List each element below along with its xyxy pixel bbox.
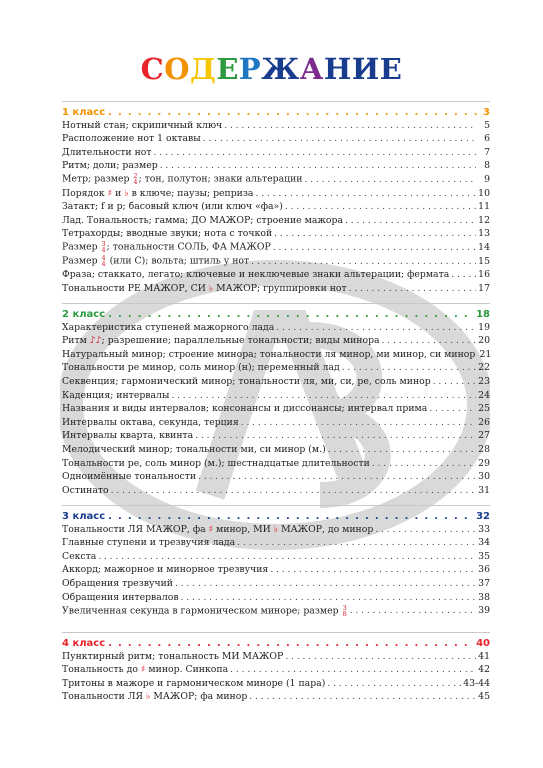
dot-leader — [328, 444, 476, 456]
section-label: 1 класс — [62, 107, 106, 118]
dot-leader — [175, 578, 476, 590]
section-page-number: 32 — [476, 511, 490, 522]
entry-page-number: 17 — [478, 282, 490, 294]
title-letter: И — [351, 52, 380, 86]
entry-text: Тональности ЛЯ МАЖОР, фа — [62, 523, 209, 535]
entry-text: Размер — [62, 255, 101, 267]
entry-title — [62, 160, 160, 172]
music-symbol-icon: ♯ — [107, 187, 113, 199]
dot-leader — [429, 403, 476, 415]
toc-entry[interactable] — [62, 415, 490, 429]
music-symbol-icon: ♯ — [208, 523, 214, 535]
entry-text: МАЖОР, до минор — [278, 523, 374, 535]
entry-title — [62, 120, 224, 132]
section-heading[interactable] — [62, 632, 490, 649]
toc-entry[interactable] — [62, 429, 490, 443]
entry-text: Лад. Тональность; гамма; ДО МАЖОР; строение мажора — [62, 214, 344, 226]
page-title — [0, 52, 543, 86]
entry-title — [62, 430, 195, 442]
time-signature — [133, 173, 137, 185]
entry-page-number: 10 — [478, 187, 490, 199]
toc-entry[interactable] — [62, 254, 490, 268]
entry-text: минор. Синкопа — [145, 664, 229, 676]
dot-leader — [342, 362, 476, 374]
entry-title — [62, 201, 285, 213]
entry-page-number: 31 — [478, 484, 490, 496]
toc-entry[interactable] — [62, 536, 490, 550]
entry-page-number: 16 — [478, 269, 490, 281]
dot-leader — [433, 376, 476, 388]
dot-leader — [108, 107, 480, 118]
entry-text: МАЖОР; группировки нот — [213, 282, 347, 294]
entry-title — [62, 564, 270, 576]
toc-section — [62, 101, 490, 295]
title-letter: Е — [379, 52, 403, 86]
toc-entry[interactable] — [62, 576, 490, 590]
entry-page-number: 22 — [478, 362, 490, 374]
entry-page-number: 21 — [479, 348, 492, 360]
dot-leader — [285, 201, 476, 213]
dot-leader — [108, 309, 473, 320]
section-page-number: 3 — [483, 107, 490, 118]
entry-page-number: 42 — [478, 664, 490, 676]
entry-title — [62, 188, 255, 200]
dot-leader — [195, 430, 476, 442]
toc-entry[interactable] — [62, 347, 490, 361]
dot-leader — [224, 120, 476, 132]
toc-entry[interactable] — [62, 132, 490, 146]
entry-text: Расположение нот 1 октавы — [62, 133, 201, 145]
title-letter: Е — [216, 52, 239, 86]
entry-text: Главные ступени и трезвучия лада — [62, 537, 236, 549]
dot-leader — [198, 471, 476, 483]
entry-title — [62, 537, 237, 549]
entry-title — [62, 215, 345, 227]
entry-page-number: 28 — [478, 443, 490, 455]
entry-text: Метр; размер — [62, 173, 133, 185]
entry-page-number: 36 — [478, 564, 490, 576]
toc-entry[interactable] — [62, 442, 490, 456]
entry-text: Характеристика ступеней мажорного лада — [62, 321, 275, 333]
toc-entry[interactable] — [62, 663, 490, 677]
time-signature — [102, 241, 106, 253]
entry-text: Фраза; стаккато, легато; ключевые и неключевые знаки альтерации; фермата — [62, 269, 450, 281]
entry-title — [62, 417, 241, 429]
entry-title — [62, 578, 175, 590]
toc-entry[interactable] — [62, 320, 490, 334]
entry-text: Тональности ре, соль минор (м.); шестнадцатые длительности — [62, 457, 370, 469]
dot-leader — [249, 691, 476, 703]
entry-text: ; тон, полутон; знаки альтерации — [138, 173, 303, 185]
entry-page-number: 26 — [478, 416, 490, 428]
dot-leader — [251, 256, 476, 268]
time-signature-digit: 3 — [101, 240, 106, 249]
entry-text: Пунктирный ритм; тональность МИ МАЖОР — [62, 650, 284, 662]
entry-text: ; разрешение; параллельные тональности; виды минора — [101, 335, 380, 347]
entry-text: Интервалы октава, секунда, терция — [62, 416, 239, 428]
toc-entry[interactable] — [62, 145, 490, 159]
dot-leader — [375, 524, 476, 536]
entry-page-number: 35 — [478, 550, 490, 562]
entry-page-number: 13 — [478, 228, 490, 240]
time-signature — [102, 255, 106, 267]
entry-title — [62, 322, 276, 334]
title-letter: Н — [323, 52, 352, 86]
entry-page-number: 24 — [478, 389, 490, 401]
time-signature-digit: 4 — [101, 246, 106, 255]
entry-title — [62, 390, 171, 402]
time-signature-digit: 2 — [133, 172, 138, 181]
entry-title — [62, 551, 98, 563]
entry-text: Порядок — [62, 187, 108, 199]
entry-title — [62, 255, 251, 268]
music-symbol-icon: ♭ — [273, 523, 279, 535]
entry-title — [62, 133, 203, 145]
dot-leader — [270, 564, 476, 576]
toc-entry[interactable] — [62, 186, 490, 200]
dot-leader — [274, 228, 476, 240]
entry-text: Одноимённые тональности — [62, 471, 197, 483]
entry-page-number: 23 — [478, 375, 490, 387]
toc-entry[interactable] — [62, 240, 490, 254]
entry-title — [62, 485, 111, 497]
entry-title — [62, 691, 249, 703]
entry-text: Увеличенная секунда в гармоническом миноре; размер — [62, 605, 342, 617]
dot-leader — [230, 664, 476, 676]
entry-page-number: 5 — [484, 119, 490, 131]
dot-leader — [237, 537, 476, 549]
toc-entry[interactable] — [62, 604, 490, 618]
toc-entry[interactable] — [62, 483, 490, 497]
toc-entry[interactable] — [62, 649, 490, 663]
entry-text: МАЖОР; фа минор — [150, 691, 248, 703]
section-label: 3 класс — [62, 511, 106, 522]
dot-leader — [451, 269, 476, 281]
entry-page-number: 33 — [478, 523, 490, 535]
music-symbol-icon: ♪♪ — [89, 335, 102, 347]
entry-text: Нотный стан; скрипичный ключ — [62, 119, 223, 131]
dot-leader — [255, 188, 476, 200]
entry-page-number: 37 — [478, 577, 490, 589]
dot-leader — [154, 147, 476, 159]
entry-text: Ритм — [62, 335, 90, 347]
entry-page-number: 29 — [478, 457, 490, 469]
entry-text: (или С); вольта; штиль у нот — [106, 255, 250, 267]
dot-leader — [349, 283, 476, 295]
entry-title — [62, 241, 273, 254]
toc-section — [62, 505, 490, 617]
entry-text: Мелодический минор; тональности ми, си минор (м.) — [62, 443, 326, 455]
entry-text: Натуральный минор; строение минора; тональности ля минор, ми минор, си минор — [62, 348, 476, 360]
toc-entry[interactable] — [62, 690, 490, 704]
entry-text: в ключе; паузы; реприза — [128, 187, 254, 199]
entry-text: Тональности РЕ МАЖОР, СИ — [62, 282, 209, 294]
toc-entry[interactable] — [62, 402, 490, 416]
section-label: 2 класс — [62, 309, 106, 320]
entry-page-number: 6 — [484, 133, 490, 145]
entry-title — [62, 147, 154, 159]
section-page-number: 18 — [476, 309, 490, 320]
entry-page-number: 14 — [478, 241, 490, 253]
music-symbol-icon: ♭ — [124, 187, 129, 199]
entry-text: Обращения интервалов — [62, 591, 179, 603]
section-label: 4 класс — [62, 638, 106, 649]
toc-entry[interactable] — [62, 590, 490, 604]
time-signature-digit: 8 — [342, 609, 347, 618]
toc-entry[interactable] — [62, 522, 490, 536]
toc-entry[interactable] — [62, 268, 490, 282]
toc-entry[interactable] — [62, 200, 490, 214]
entry-title — [62, 173, 304, 186]
dot-leader — [98, 551, 476, 563]
entry-text: Каденция; интервалы — [62, 389, 170, 401]
entry-text: Размер — [62, 241, 101, 253]
time-signature-digit: 4 — [101, 254, 106, 263]
entry-text: минор, МИ — [213, 523, 274, 535]
toc-entry[interactable] — [62, 159, 490, 173]
entry-text: ; тональности СОЛЬ, ФА МАЖОР — [106, 241, 271, 253]
time-signature-digit: 4 — [133, 178, 138, 187]
entry-page-number: 12 — [478, 214, 490, 226]
entry-text: Тональности ЛЯ — [62, 691, 147, 703]
music-symbol-icon: ♯ — [140, 664, 146, 676]
entry-text: Секста — [62, 550, 97, 562]
entry-title — [62, 651, 285, 663]
entry-text: Тональность до — [62, 664, 141, 676]
title-letter: Д — [190, 52, 217, 86]
entry-text: Тетрахорды; вводные звуки; нота с точкой — [62, 228, 273, 240]
toc-entry[interactable] — [62, 456, 490, 470]
toc-entry[interactable] — [62, 676, 490, 690]
dot-leader — [111, 485, 476, 497]
dot-leader — [241, 417, 476, 429]
title-letter: Ж — [261, 52, 300, 86]
entry-text: Ритм; доли; размер — [62, 160, 158, 172]
entry-text: Тональности ре минор, соль минор (н); переменный лад — [62, 362, 340, 374]
entry-page-number: 7 — [484, 146, 490, 158]
toc-entry[interactable] — [62, 213, 490, 227]
toc-entry[interactable] — [62, 563, 490, 577]
entry-text: и — [112, 187, 125, 199]
toc-entry[interactable] — [62, 118, 490, 132]
entry-page-number: 20 — [478, 335, 490, 347]
entry-page-number: 15 — [478, 255, 490, 267]
dot-leader — [273, 242, 476, 254]
entry-title — [62, 283, 349, 295]
dot-leader — [181, 592, 476, 604]
title-letter: С — [140, 52, 165, 86]
entry-text: Тритоны в мажоре и гармоническом миноре (1 пара) — [62, 677, 326, 689]
dot-leader — [345, 215, 476, 227]
entry-page-number: 30 — [478, 471, 490, 483]
toc-entry[interactable] — [62, 361, 490, 375]
entry-title — [62, 269, 451, 281]
entry-title — [62, 444, 328, 456]
entry-page-number: 9 — [484, 173, 490, 185]
entry-title — [62, 605, 350, 618]
toc-entry[interactable] — [62, 227, 490, 241]
dot-leader — [160, 160, 476, 172]
dot-leader — [327, 678, 461, 690]
dot-leader — [171, 390, 476, 402]
entry-title — [62, 678, 327, 690]
toc-entry[interactable] — [62, 334, 490, 348]
entry-page-number: 8 — [484, 160, 490, 172]
toc-entry[interactable] — [62, 374, 490, 388]
section-page-number: 40 — [476, 638, 490, 649]
entry-text: Остинато — [62, 484, 109, 496]
dot-leader — [382, 335, 476, 347]
dot-leader — [108, 511, 473, 522]
entry-title — [62, 664, 230, 676]
entry-text: Длительности нот — [62, 146, 152, 158]
entry-text: Секвенция; гармонический минор; тональности ля, ми, си, ре, соль минор — [62, 375, 431, 387]
entry-page-number: 41 — [478, 650, 490, 662]
entry-title — [62, 376, 433, 388]
toc-entry[interactable] — [62, 549, 490, 563]
toc-entry[interactable] — [62, 388, 490, 402]
entry-title — [62, 335, 382, 347]
section-heading[interactable] — [62, 505, 490, 522]
dot-leader — [276, 322, 476, 334]
music-symbol-icon: ♭ — [208, 282, 214, 294]
section-heading[interactable] — [62, 101, 490, 118]
time-signature-digit: 4 — [101, 260, 106, 269]
entry-title — [62, 592, 181, 604]
entry-title — [62, 349, 477, 361]
dot-leader — [372, 458, 476, 470]
toc-section — [62, 303, 490, 497]
music-symbol-icon: ♭ — [146, 691, 151, 703]
title-letter: О — [164, 52, 191, 86]
entry-page-number: 45 — [478, 691, 490, 703]
title-letter: Р — [238, 52, 262, 86]
entry-page-number: 25 — [478, 403, 490, 415]
dot-leader — [350, 605, 476, 617]
entry-text: Интервалы кварта, квинта — [62, 430, 194, 442]
entry-text: Затакт; f и p; басовый ключ (или ключ «фа») — [62, 201, 283, 213]
dot-leader — [304, 174, 476, 186]
entry-page-number: 19 — [478, 321, 490, 333]
dot-leader — [203, 133, 476, 145]
title-letter: А — [299, 52, 324, 86]
time-signature — [343, 605, 347, 617]
time-signature-digit: 3 — [342, 603, 347, 612]
toc-entry[interactable] — [62, 172, 490, 186]
entry-page-number: 11 — [478, 201, 490, 213]
dot-leader — [108, 638, 473, 649]
entry-title — [62, 471, 198, 483]
entry-text: Аккорд; мажорное и минорное трезвучия — [62, 564, 269, 576]
entry-title — [62, 228, 274, 240]
dot-leader — [285, 651, 476, 663]
entry-page-number: 27 — [478, 430, 490, 442]
toc-entry[interactable] — [62, 281, 490, 295]
entry-text: Обращения трезвучий — [62, 577, 173, 589]
entry-title — [62, 362, 342, 374]
entry-title — [62, 403, 429, 415]
entry-page-number: 43-44 — [463, 677, 490, 689]
entry-page-number: 34 — [478, 537, 490, 549]
entry-title — [62, 458, 372, 470]
entry-page-number: 38 — [478, 591, 490, 603]
section-heading[interactable] — [62, 303, 490, 320]
entry-title — [62, 524, 375, 536]
toc-entry[interactable] — [62, 470, 490, 484]
toc-section — [62, 632, 490, 703]
entry-page-number: 39 — [478, 605, 490, 617]
entry-text: Названия и виды интервалов; консонансы и диссонансы; интервал прима — [62, 403, 428, 415]
